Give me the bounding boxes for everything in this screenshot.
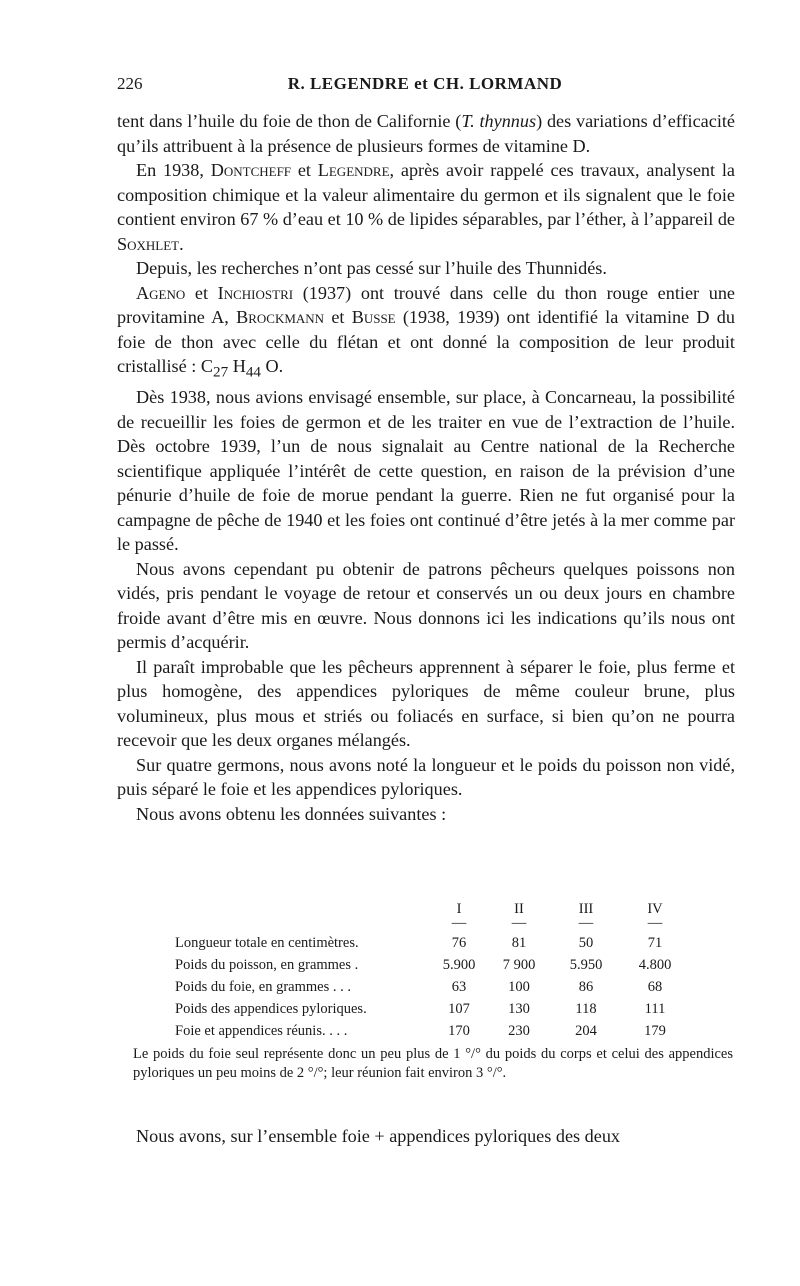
paragraph: Nous avons obtenu les données suivantes :	[136, 803, 447, 824]
text-run: H	[228, 356, 246, 376]
row-label: Poids des appendices pyloriques.	[175, 1001, 367, 1017]
table-cell: 76	[451, 935, 467, 951]
table-cell: 118	[575, 1001, 597, 1017]
table-cell: 86	[578, 979, 594, 995]
paragraph	[117, 281, 735, 386]
row-label: Longueur totale en centimètres.	[175, 935, 359, 951]
row-label: Foie et appendices réunis. . . .	[175, 1023, 348, 1039]
table-row	[175, 954, 687, 976]
table-cell: 204	[575, 1023, 597, 1039]
text-run: et	[291, 160, 318, 180]
text-run: et	[324, 307, 352, 327]
author-name: Brockmann	[236, 307, 325, 327]
text-run: (1937) ont trouvé dans celle du thon rouge entier une provitamine A,	[117, 282, 735, 327]
text-run: et	[185, 282, 218, 303]
table-cell: 170	[448, 1023, 470, 1039]
text-run: En 1938,	[136, 160, 211, 180]
column-header: II	[514, 901, 524, 917]
table-cell: 5.950	[569, 957, 603, 973]
table-header-spacer	[175, 918, 429, 932]
table-row	[175, 998, 687, 1020]
table-cell: 63	[451, 979, 467, 995]
text-run: (1938, 1939) ont identifié la vitamine D du foie de thon avec celle du flétan et ont donné la composition de leur produit cristallisé : C	[117, 307, 735, 376]
column-header: IV	[647, 901, 663, 917]
paragraph	[117, 109, 735, 158]
table-cell: 50	[578, 935, 594, 951]
header-dash: —	[451, 915, 467, 931]
header-dash: —	[647, 915, 663, 931]
paragraph: Nous avons cependant pu obtenir de patrons pêcheurs quelques poissons non vidés, pris pendant le voyage de retour et conservés un ou deux jours en chambre froide avant d’être mis en œuvre. Nous donnons ici les indications qu’ils nous ont permis d’acquérir.	[117, 558, 735, 653]
table-cell: 107	[448, 1001, 470, 1017]
author-name: Busse	[351, 307, 396, 327]
table-cell: 130	[508, 1001, 530, 1017]
table-cell: 81	[511, 935, 527, 951]
header-dash: —	[578, 915, 594, 931]
author-name: Soxhlet	[117, 233, 180, 254]
author-name: Inchiostri	[217, 282, 294, 303]
author-name: Legendre	[317, 160, 390, 180]
table-cell: 5.900	[442, 957, 476, 973]
paragraph: Il paraît improbable que les pêcheurs apprennent à séparer le foie, plus ferme et plus homogène, des appendices pyloriques de même couleur brune, plus volumineux, plus mous et striés ou foliacés en surface, si bien qu’on ne pourra recevoir que les deux organes mélangés.	[117, 656, 735, 751]
table-cell: 111	[644, 1001, 666, 1017]
formula-subscript: 27	[212, 363, 229, 381]
table-row	[175, 976, 687, 998]
text-run: O.	[260, 356, 284, 376]
table-header-rule	[175, 915, 687, 932]
page-header	[117, 74, 733, 98]
text-run: ) des variations d’efficacité qu’ils attribuent à la présence de plusieurs formes de vitamine D.	[117, 111, 736, 156]
continuation-line: Nous avons, sur l’ensemble foie + appendices pyloriques des deux	[136, 1126, 621, 1146]
data-table	[175, 898, 687, 1042]
table-cell: 100	[508, 979, 530, 995]
text-run: , après avoir rappelé ces travaux, analysent la composition chimique et la valeur alimentaire du germon et ils signalent que le foie contient environ 67 % d’eau et 10 % de lipides séparables, par l’éther, à l’appareil de	[117, 160, 735, 229]
page-number: 226	[117, 74, 143, 93]
paragraph	[117, 158, 735, 256]
table-note: Le poids du foie seul représente donc un peu plus de 1 °/° du poids du corps et celui des appendices pyloriques un peu moins de 2 °/°; leur réunion fait environ 3 °/°.	[133, 1046, 733, 1081]
paragraph: Dès 1938, nous avions envisagé ensemble, sur place, à Concarneau, la possibilité de recueillir les foies de germon et de les traiter en vue de l’extraction de l’huile. Dès octobre 1939, l’un de nous signalait au Centre national de la Recherche scientifique appliquée l’intérêt de cette question, en raison de la prévision d’une pénurie d’huile de foie de morue pendant la guerre. Rien ne fut organisé pour la campagne de pêche de 1940 et les foies ont continué d’être jetés à la mer comme par le passé.	[117, 387, 735, 555]
header-dash: —	[511, 915, 527, 931]
table-cell: 230	[508, 1023, 530, 1039]
species-name: T. thynnus	[461, 111, 537, 131]
row-label: Poids du poisson, en grammes .	[175, 957, 359, 973]
paragraph: Depuis, les recherches n’ont pas cessé sur l’huile des Thunnidés.	[136, 258, 607, 278]
author-name: Dontcheff	[210, 160, 292, 180]
paragraph: Sur quatre germons, nous avons noté la longueur et le poids du poisson non vidé, puis séparé le foie et les appendices pyloriques.	[117, 754, 735, 800]
table-cell: 71	[647, 935, 663, 951]
row-label: Poids du foie, en grammes . . .	[175, 979, 351, 995]
body-text	[117, 109, 735, 826]
table-row	[175, 932, 687, 954]
table-cell: 4.800	[638, 957, 672, 973]
table-cell: 7 900	[502, 957, 536, 973]
table-cell: 68	[647, 979, 663, 995]
table-header-row	[175, 898, 687, 918]
column-header: III	[578, 901, 594, 917]
table-cell: 179	[644, 1023, 666, 1039]
text-run: tent dans l’huile du foie de thon de Californie (	[117, 111, 462, 131]
running-title: R. LEGENDRE et CH. LORMAND	[287, 74, 563, 93]
table-header-spacer	[175, 898, 429, 918]
text-run: .	[179, 233, 184, 254]
formula-subscript: 44	[245, 363, 261, 381]
column-header: I	[456, 901, 462, 917]
table-row	[175, 1020, 687, 1042]
author-name: Ageno	[136, 282, 186, 303]
